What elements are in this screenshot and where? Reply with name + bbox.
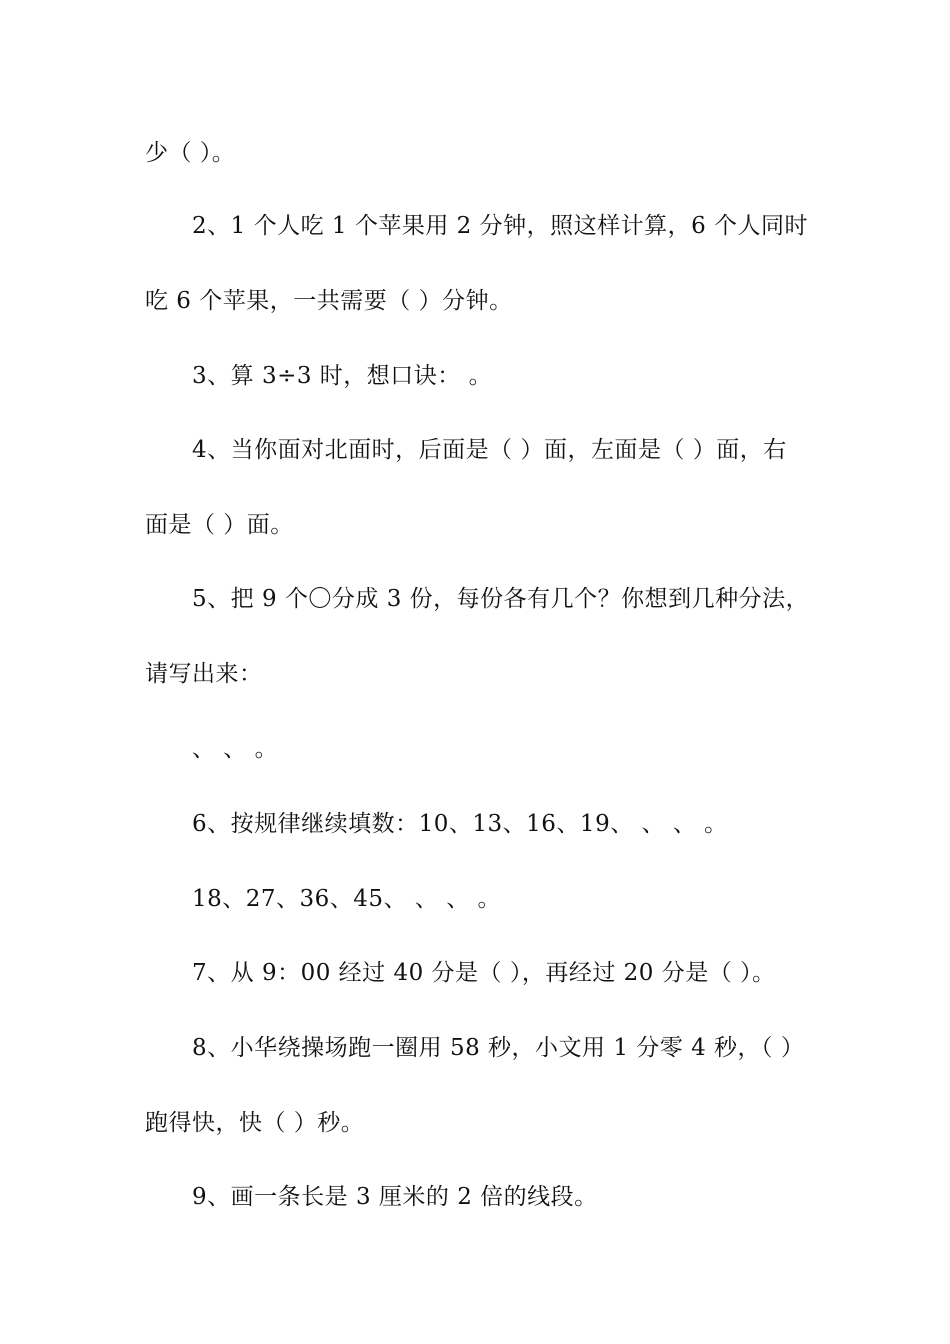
q6-line-2: 18、27、36、45、 、 、 。 [192,886,501,912]
q8-line-2: 跑得快，快（ ）秒。 [145,1110,365,1136]
q3-line: 3、算 3÷3 时，想口诀： 。 [192,363,493,389]
q2-line-1: 2、1 个人吃 1 个苹果用 2 分钟，照这样计算，6 个人同时 [192,213,809,239]
q6-line-1: 6、按规律继续填数：10、13、16、19、 、 、 。 [192,811,728,837]
q1-continuation-line: 少（ ）。 [145,140,236,166]
q7-line: 7、从 9：00 经过 40 分是（ ），再经过 20 分是（ ）。 [192,960,776,986]
q4-line-1: 4、当你面对北面时，后面是（ ）面，左面是（ ）面，右 [192,437,787,463]
q5-line-1: 5、把 9 个〇分成 3 份，每份各有几个？你想到几种分法， [192,586,810,612]
q5-line-2: 请写出来： [145,661,263,687]
q8-line-1: 8、小华绕操场跑一圈用 58 秒，小文用 1 分零 4 秒，（ ） [192,1035,805,1061]
q2-line-2: 吃 6 个苹果，一共需要（ ）分钟。 [145,288,513,314]
q4-line-2: 面是（ ）面。 [145,512,294,538]
q5-answer-blanks: 、 、 。 [192,736,279,762]
q9-line: 9、画一条长是 3 厘米的 2 倍的线段。 [192,1184,598,1210]
